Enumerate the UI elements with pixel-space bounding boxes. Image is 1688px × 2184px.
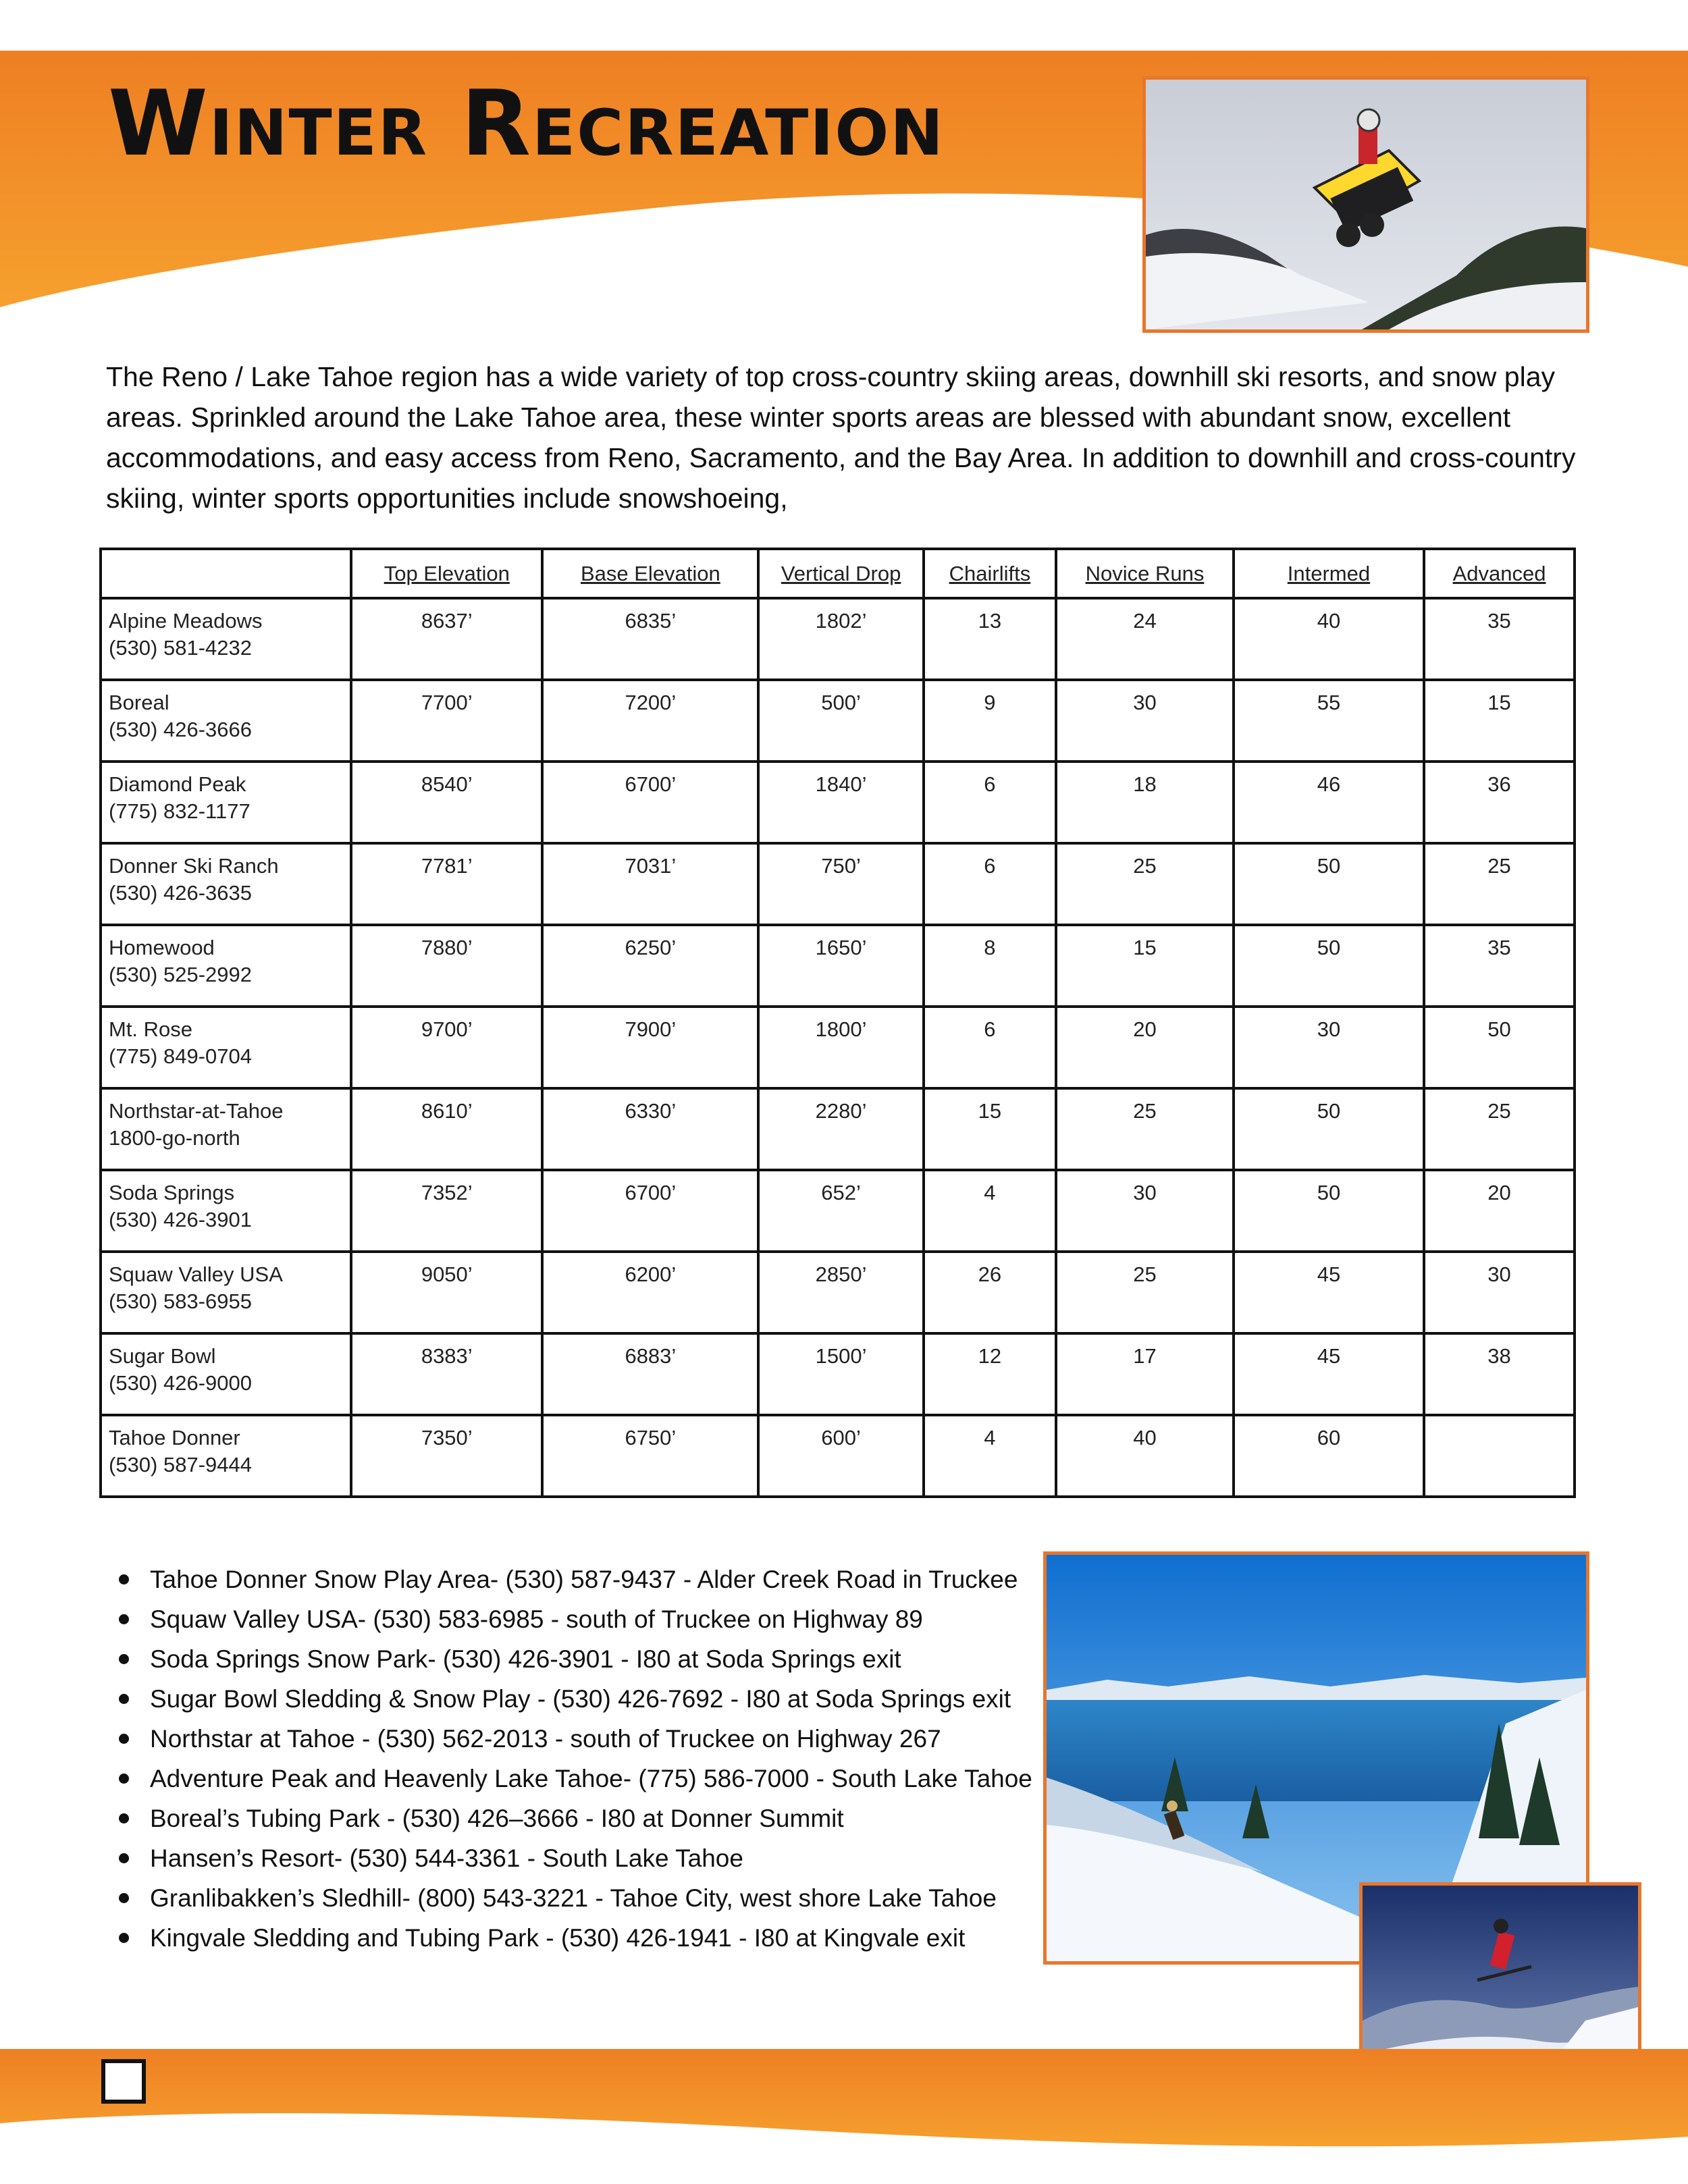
chairlifts-cell: 6 xyxy=(924,1007,1056,1088)
list-item xyxy=(108,1560,1040,1599)
snow-play-areas-list xyxy=(108,1560,1040,1958)
advanced-cell: 25 xyxy=(1424,843,1575,925)
ski-resorts-table xyxy=(99,548,1576,1498)
table-row xyxy=(101,1007,1575,1088)
top-elevation-cell: 8610’ xyxy=(351,1088,542,1170)
resort-phone: (530) 525-2992 xyxy=(109,963,252,986)
novice-runs-cell: 15 xyxy=(1056,925,1234,1007)
base-elevation-cell: 7900’ xyxy=(542,1007,758,1088)
chairlifts-cell: 12 xyxy=(924,1333,1056,1415)
list-item-text: Kingvale Sledding and Tubing Park - (530) 426-1941 - I80 at Kingvale exit xyxy=(150,1924,966,1952)
vertical-drop-cell: 1650’ xyxy=(758,925,923,1007)
list-item xyxy=(108,1799,1040,1838)
resort-phone: (530) 583-6955 xyxy=(109,1289,252,1313)
list-item-text: Adventure Peak and Heavenly Lake Tahoe- (775) 586-7000 - South Lake Tahoe xyxy=(150,1765,1032,1792)
top-elevation-cell: 7781’ xyxy=(351,843,542,925)
novice-runs-cell: 30 xyxy=(1056,680,1234,762)
resort-name: Northstar-at-Tahoe xyxy=(109,1099,284,1123)
intermed-cell: 50 xyxy=(1234,1088,1424,1170)
intermed-cell: 40 xyxy=(1234,598,1424,680)
novice-runs-cell: 40 xyxy=(1056,1415,1234,1497)
top-elevation-cell: 8540’ xyxy=(351,762,542,843)
list-item xyxy=(108,1759,1040,1799)
intermed-cell: 50 xyxy=(1234,1170,1424,1252)
vertical-drop-cell: 500’ xyxy=(758,680,923,762)
intermed-cell: 45 xyxy=(1234,1252,1424,1333)
vertical-drop-cell: 2850’ xyxy=(758,1252,923,1333)
bullet-dot-icon xyxy=(119,1774,129,1784)
resort-cell xyxy=(101,1088,351,1170)
advanced-cell: 50 xyxy=(1424,1007,1575,1088)
list-item-text: Northstar at Tahoe - (530) 562-2013 - south of Truckee on Highway 267 xyxy=(150,1725,941,1753)
resort-name: Mt. Rose xyxy=(109,1017,193,1041)
resort-name: Soda Springs xyxy=(109,1181,235,1204)
resort-cell xyxy=(101,680,351,762)
top-elevation-cell: 7350’ xyxy=(351,1415,542,1497)
base-elevation-cell: 7200’ xyxy=(542,680,758,762)
list-item xyxy=(108,1679,1040,1719)
list-item xyxy=(108,1878,1040,1918)
intermed-cell: 55 xyxy=(1234,680,1424,762)
resort-name: Donner Ski Ranch xyxy=(109,854,279,878)
advanced-cell: 38 xyxy=(1424,1333,1575,1415)
intro-paragraph: The Reno / Lake Tahoe region has a wide variety of top cross-country skiing areas, downhill ski resorts, and snow play areas. Sprinkled around the Lake Tahoe area, these winter sports areas are blessed with abundant snow, excellent accommodations, and easy access from Reno, Sacramento, and the Bay Area. In addition to downhill and cross-country skiing, winter sports opportunities include snowshoeing, xyxy=(106,361,1576,514)
resort-phone: 1800-go-north xyxy=(109,1126,240,1150)
resort-phone: (530) 581-4232 xyxy=(109,636,252,660)
base-elevation-cell: 6700’ xyxy=(542,1170,758,1252)
bullet-dot-icon xyxy=(119,1654,129,1664)
header-novice-runs: Novice Runs xyxy=(1056,549,1234,598)
resort-cell xyxy=(101,1415,351,1497)
vertical-drop-cell: 1840’ xyxy=(758,762,923,843)
list-item xyxy=(108,1719,1040,1759)
chairlifts-cell: 13 xyxy=(924,598,1056,680)
list-item-text: Squaw Valley USA- (530) 583-6985 - south of Truckee on Highway 89 xyxy=(150,1605,923,1633)
resort-name: Tahoe Donner xyxy=(109,1426,240,1449)
bullet-dot-icon xyxy=(119,1574,129,1584)
chairlifts-cell: 26 xyxy=(924,1252,1056,1333)
vertical-drop-cell: 600’ xyxy=(758,1415,923,1497)
list-item-text: Soda Springs Snow Park- (530) 426-3901 - I80 at Soda Springs exit xyxy=(150,1645,901,1673)
table-header-row xyxy=(101,549,1575,598)
chairlifts-cell: 9 xyxy=(924,680,1056,762)
resort-cell xyxy=(101,762,351,843)
footer-wave-banner xyxy=(0,2032,1688,2184)
resort-name: Diamond Peak xyxy=(109,772,246,796)
list-item-text: Hansen’s Resort- (530) 544-3361 - South Lake Tahoe xyxy=(150,1844,743,1872)
bullet-dot-icon xyxy=(119,1893,129,1903)
advanced-cell: 25 xyxy=(1424,1088,1575,1170)
vertical-drop-cell: 750’ xyxy=(758,843,923,925)
advanced-cell: 20 xyxy=(1424,1170,1575,1252)
vertical-drop-cell: 2280’ xyxy=(758,1088,923,1170)
resort-cell xyxy=(101,598,351,680)
table-row xyxy=(101,1415,1575,1497)
resort-name: Alpine Meadows xyxy=(109,609,263,633)
novice-runs-cell: 18 xyxy=(1056,762,1234,843)
list-item-text: Granlibakken’s Sledhill- (800) 543-3221 - Tahoe City, west shore Lake Tahoe xyxy=(150,1884,997,1912)
novice-runs-cell: 25 xyxy=(1056,843,1234,925)
header-advanced: Advanced xyxy=(1424,549,1575,598)
advanced-cell: 35 xyxy=(1424,598,1575,680)
snowmobile-photo xyxy=(1142,76,1589,333)
intermed-cell: 50 xyxy=(1234,925,1424,1007)
resort-cell xyxy=(101,1333,351,1415)
list-item-text: Boreal’s Tubing Park - (530) 426–3666 - I80 at Donner Summit xyxy=(150,1805,844,1832)
base-elevation-cell: 6250’ xyxy=(542,925,758,1007)
list-item xyxy=(108,1639,1040,1679)
chairlifts-cell: 6 xyxy=(924,762,1056,843)
resort-phone: (775) 849-0704 xyxy=(109,1044,252,1068)
base-elevation-cell: 6835’ xyxy=(542,598,758,680)
base-elevation-cell: 7031’ xyxy=(542,843,758,925)
bullet-dot-icon xyxy=(119,1614,129,1624)
advanced-cell: 35 xyxy=(1424,925,1575,1007)
resort-phone: (530) 426-9000 xyxy=(109,1371,252,1395)
resort-name: Sugar Bowl xyxy=(109,1344,216,1368)
resort-cell xyxy=(101,843,351,925)
bullet-dot-icon xyxy=(119,1734,129,1744)
bullet-dot-icon xyxy=(119,1853,129,1863)
resort-phone: (775) 832-1177 xyxy=(109,799,250,823)
novice-runs-cell: 25 xyxy=(1056,1252,1234,1333)
advanced-cell xyxy=(1424,1415,1575,1497)
novice-runs-cell: 24 xyxy=(1056,598,1234,680)
top-elevation-cell: 8637’ xyxy=(351,598,542,680)
resort-phone: (530) 587-9444 xyxy=(109,1453,252,1476)
page-title: Winter Recreation xyxy=(108,71,945,176)
top-elevation-cell: 9700’ xyxy=(351,1007,542,1088)
table-row xyxy=(101,1252,1575,1333)
chairlifts-cell: 15 xyxy=(924,1088,1056,1170)
top-elevation-cell: 7700’ xyxy=(351,680,542,762)
table-row xyxy=(101,925,1575,1007)
vertical-drop-cell: 1802’ xyxy=(758,598,923,680)
top-elevation-cell: 7880’ xyxy=(351,925,542,1007)
resort-phone: (530) 426-3901 xyxy=(109,1208,252,1231)
header-chairlifts: Chairlifts xyxy=(924,549,1056,598)
chairlifts-cell: 6 xyxy=(924,843,1056,925)
base-elevation-cell: 6883’ xyxy=(542,1333,758,1415)
novice-runs-cell: 25 xyxy=(1056,1088,1234,1170)
table-row xyxy=(101,598,1575,680)
resort-cell xyxy=(101,1170,351,1252)
table-row xyxy=(101,1170,1575,1252)
intermed-cell: 46 xyxy=(1234,762,1424,843)
bullet-dot-icon xyxy=(119,1813,129,1823)
resort-phone: (530) 426-3635 xyxy=(109,881,252,905)
novice-runs-cell: 17 xyxy=(1056,1333,1234,1415)
header-vertical-drop: Vertical Drop xyxy=(758,549,923,598)
bullet-dot-icon xyxy=(119,1933,129,1943)
header-base-elevation: Base Elevation xyxy=(542,549,758,598)
header-intermed: Intermed xyxy=(1234,549,1424,598)
top-elevation-cell: 7352’ xyxy=(351,1170,542,1252)
resort-name: Homewood xyxy=(109,936,215,959)
top-elevation-cell: 8383’ xyxy=(351,1333,542,1415)
intermed-cell: 45 xyxy=(1234,1333,1424,1415)
resort-cell xyxy=(101,1007,351,1088)
page-number-box xyxy=(101,2059,146,2104)
advanced-cell: 15 xyxy=(1424,680,1575,762)
resort-cell xyxy=(101,1252,351,1333)
chairlifts-cell: 4 xyxy=(924,1415,1056,1497)
table-row xyxy=(101,680,1575,762)
list-item xyxy=(108,1838,1040,1878)
vertical-drop-cell: 1500’ xyxy=(758,1333,923,1415)
table-row xyxy=(101,762,1575,843)
novice-runs-cell: 30 xyxy=(1056,1170,1234,1252)
header-top-elevation: Top Elevation xyxy=(351,549,542,598)
list-item xyxy=(108,1918,1040,1958)
resort-name: Boreal xyxy=(109,691,169,714)
table-row xyxy=(101,843,1575,925)
table-row xyxy=(101,1333,1575,1415)
intermed-cell: 30 xyxy=(1234,1007,1424,1088)
intermed-cell: 60 xyxy=(1234,1415,1424,1497)
chairlifts-cell: 4 xyxy=(924,1170,1056,1252)
bullet-dot-icon xyxy=(119,1694,129,1704)
header-resort xyxy=(101,549,351,598)
advanced-cell: 36 xyxy=(1424,762,1575,843)
novice-runs-cell: 20 xyxy=(1056,1007,1234,1088)
chairlifts-cell: 8 xyxy=(924,925,1056,1007)
base-elevation-cell: 6330’ xyxy=(542,1088,758,1170)
list-item xyxy=(108,1599,1040,1639)
vertical-drop-cell: 1800’ xyxy=(758,1007,923,1088)
base-elevation-cell: 6700’ xyxy=(542,762,758,843)
top-elevation-cell: 9050’ xyxy=(351,1252,542,1333)
list-item-text: Sugar Bowl Sledding & Snow Play - (530) 426-7692 - I80 at Soda Springs exit xyxy=(150,1685,1011,1713)
base-elevation-cell: 6200’ xyxy=(542,1252,758,1333)
advanced-cell: 30 xyxy=(1424,1252,1575,1333)
table-row xyxy=(101,1088,1575,1170)
resort-phone: (530) 426-3666 xyxy=(109,718,252,741)
list-item-text: Tahoe Donner Snow Play Area- (530) 587-9437 - Alder Creek Road in Truckee xyxy=(150,1566,1018,1593)
intermed-cell: 50 xyxy=(1234,843,1424,925)
resort-name: Squaw Valley USA xyxy=(109,1262,283,1286)
vertical-drop-cell: 652’ xyxy=(758,1170,923,1252)
base-elevation-cell: 6750’ xyxy=(542,1415,758,1497)
resort-cell xyxy=(101,925,351,1007)
